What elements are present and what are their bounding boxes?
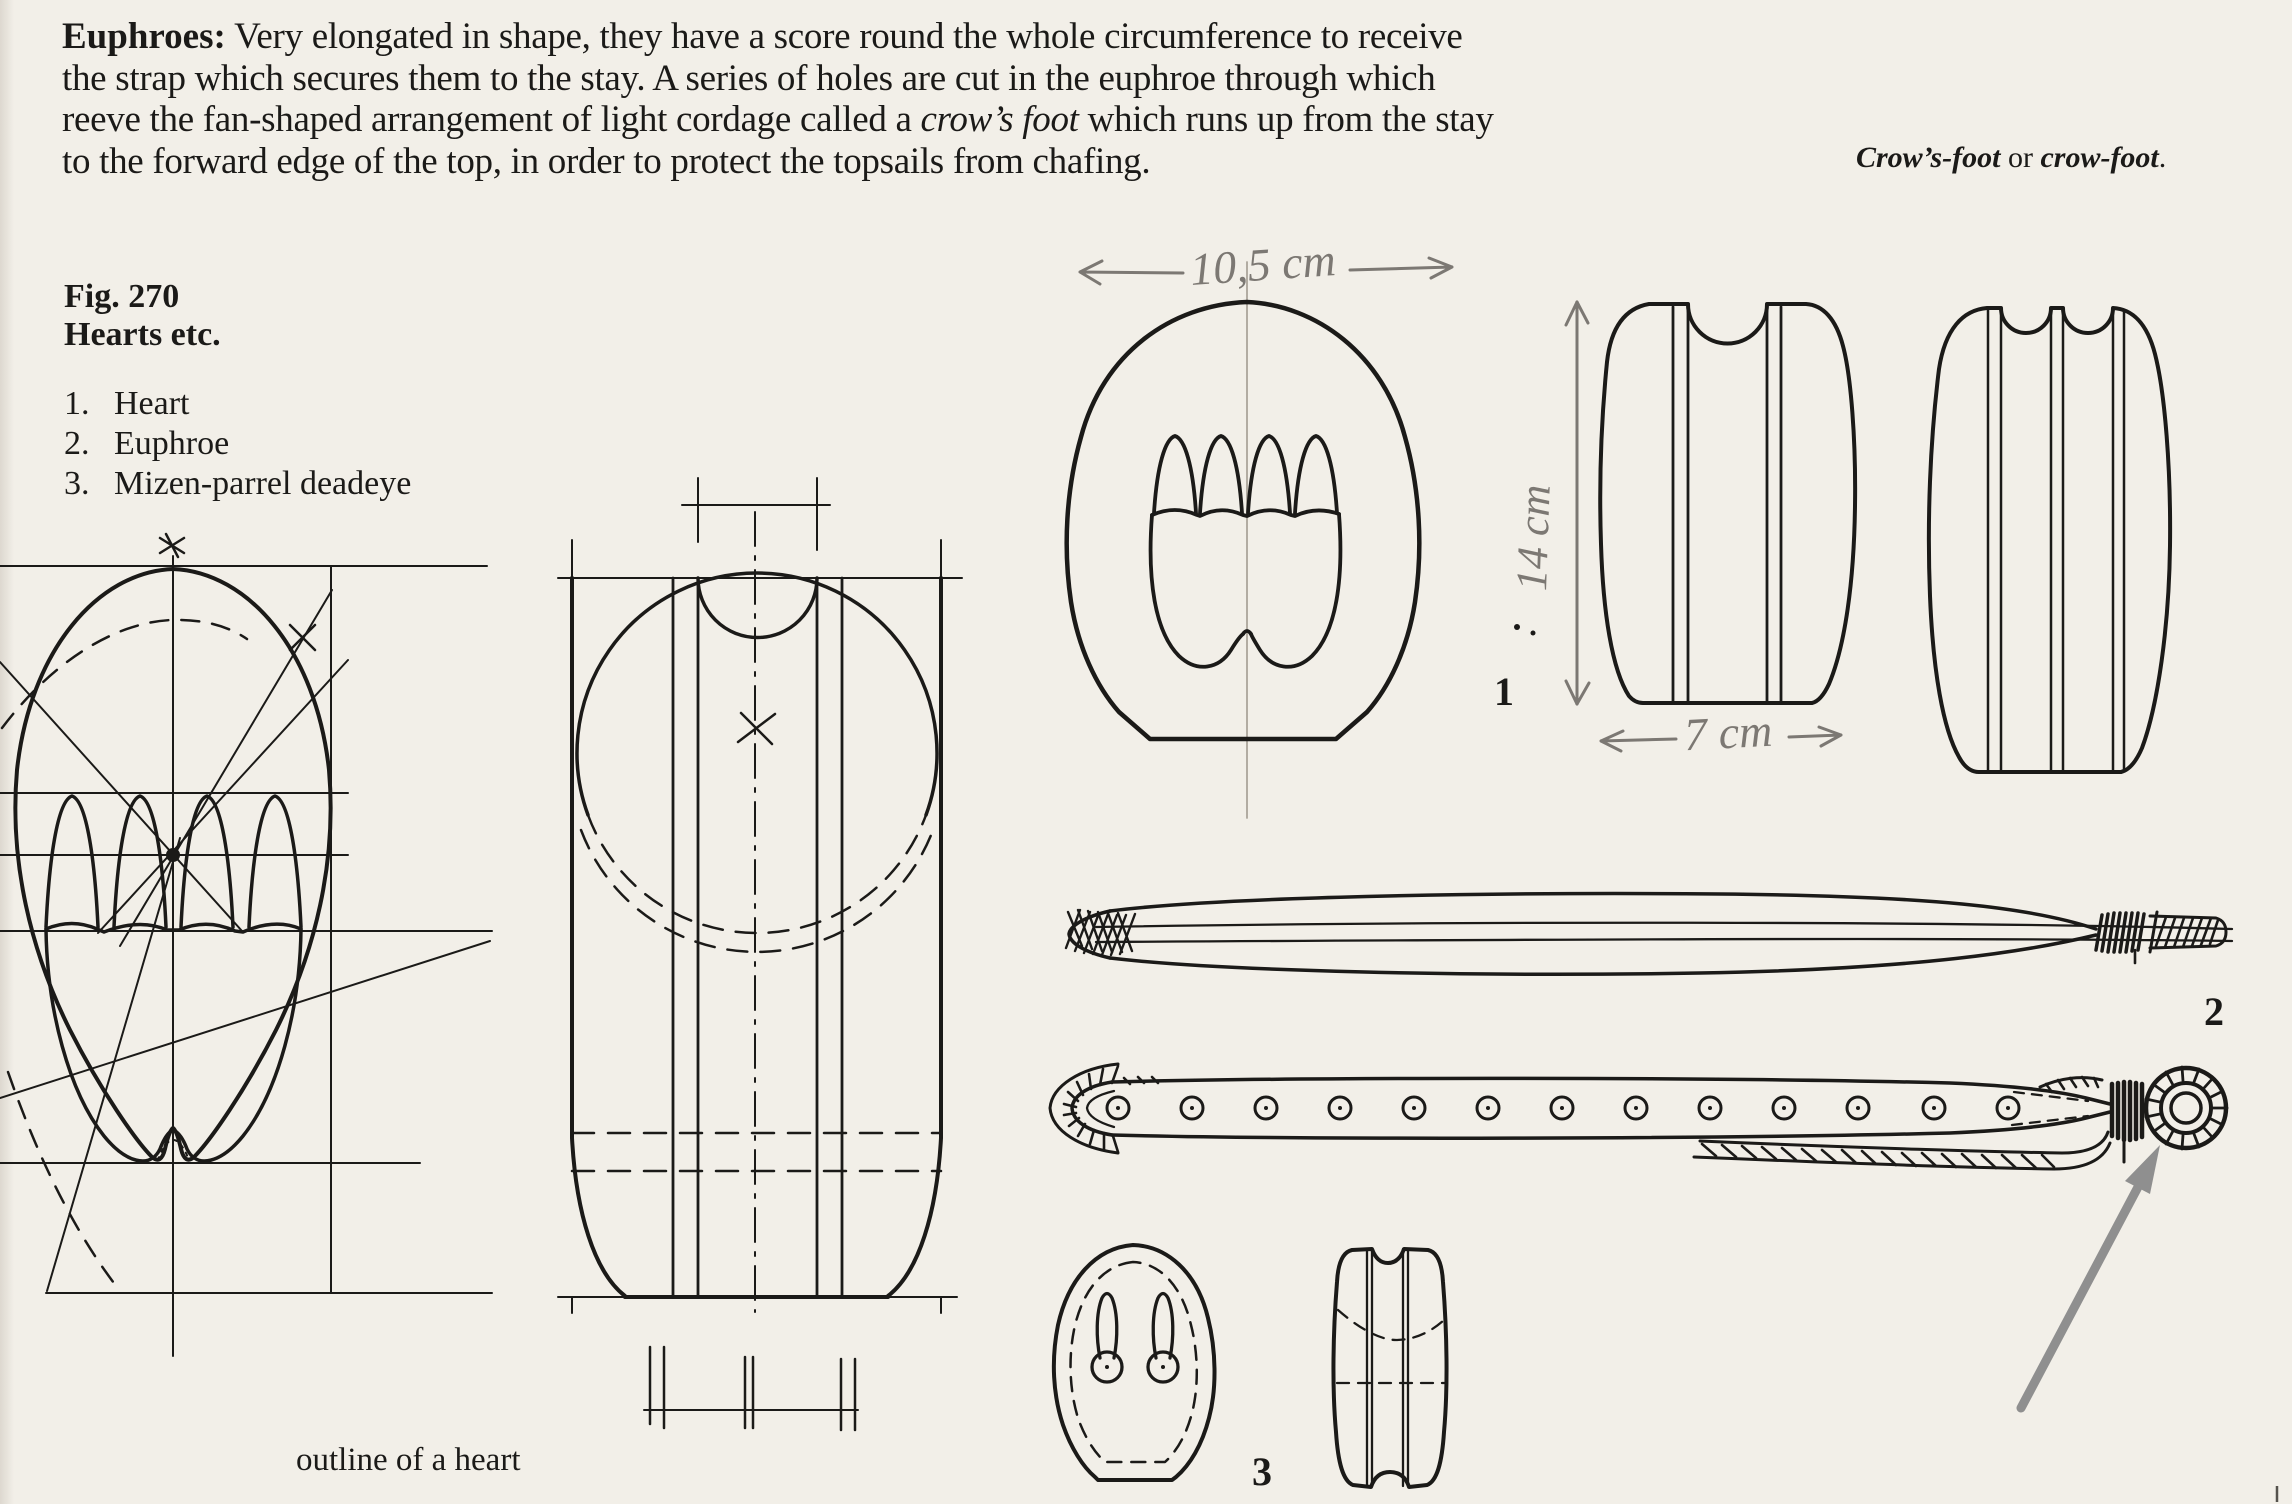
legend-item-heart: 1. Heart: [64, 385, 190, 422]
legend-item-deadeye: 3. Mizen-parrel deadeye: [64, 465, 412, 502]
outline-of-heart-note: outline of a heart: [296, 1442, 521, 1478]
rope-seizing-block: [2112, 1082, 2142, 1140]
figure-caption: [64, 278, 221, 354]
handwritten-width-dim: 10,5 cm: [1188, 233, 1338, 296]
rope-seizing-hatch: [2096, 913, 2144, 952]
figure-title: Hearts etc.: [64, 316, 221, 353]
handwritten-height-dim: 14 cm: [1506, 483, 1560, 592]
legend-item-euphroe: 2. Euphroe: [64, 425, 230, 462]
euphroe-front-view-2-drawing: [1929, 308, 2170, 772]
euphroe-construction-drawing: [558, 478, 962, 1430]
euphroe-front-view-1-drawing: [1600, 304, 1855, 703]
intro-line-3: reeve the fan-shaped arrangement of light cordage called a crow’s foot which runs up from the stay: [62, 99, 1494, 140]
part-label-deadeye: 3: [1252, 1449, 1272, 1494]
margin-note: Crow’s-foot or crow-foot.: [1856, 141, 2167, 174]
heart-front-view-drawing: [1067, 262, 1420, 818]
margin-term-1: Crow’s-foot: [1856, 141, 2001, 174]
intro-paragraph: [62, 16, 1494, 182]
pointer-arrow: [2021, 1145, 2160, 1408]
part-label-heart: 1: [1494, 669, 1514, 714]
intro-line-1: Euphroes: Very elongated in shape, they have a score round the whole circumference to receive: [62, 16, 1463, 57]
intro-line-4: to the forward edge of the top, in order to protect the topsails from chafing.: [62, 140, 1151, 182]
deadeye-side-view-drawing: [1333, 1249, 1446, 1487]
figure-legend: [64, 384, 411, 504]
height-dim-arrow: [1566, 302, 1589, 704]
strap-left-wrap-hatch: [1064, 1066, 1158, 1152]
deadeye-front-view-drawing: [1054, 1245, 1215, 1480]
figure-number: Fig. 270: [64, 278, 180, 315]
handwritten-small-width-dim: 7 cm: [1682, 704, 1774, 761]
margin-term-2: crow-foot: [2040, 141, 2159, 174]
euphroe-side-view-drawing: [1066, 894, 2232, 975]
euphroe-strapped-view-drawing: [1050, 1064, 2227, 1169]
served-eye-ring: [2146, 1067, 2227, 1149]
intro-line-2: the strap which secures them to the stay. A series of holes are cut in the euphroe through which: [62, 57, 1436, 99]
part-label-euphroe: 2: [2204, 989, 2224, 1034]
crows-foot-term: crow’s foot: [920, 99, 1079, 140]
rope-serving-left-hatch: [1066, 910, 1135, 955]
intro-lead-word: Euphroes:: [62, 16, 226, 57]
heart-construction-drawing: [0, 534, 492, 1356]
